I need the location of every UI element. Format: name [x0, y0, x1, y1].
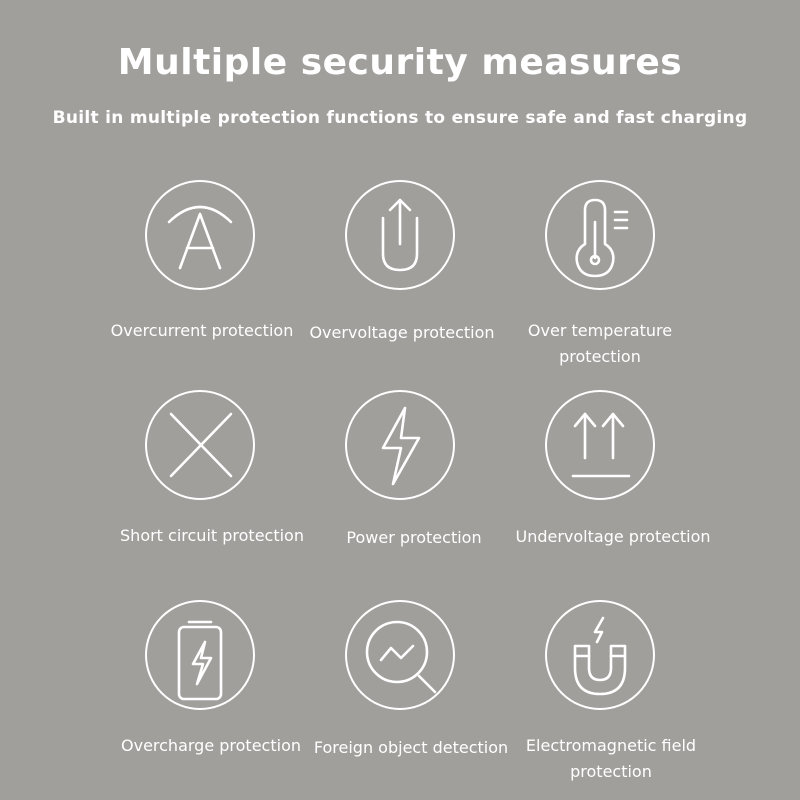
feature-label-overcurrent: Overcurrent protection — [110, 321, 294, 340]
upload-arrow-icon — [345, 180, 455, 290]
battery-charging-icon — [145, 600, 255, 710]
magnet-icon — [545, 600, 655, 710]
page-title: Multiple security measures — [117, 42, 683, 83]
feature-label-overcharge: Overcharge protection — [121, 736, 301, 755]
lightning-icon — [345, 390, 455, 500]
cross-icon — [145, 390, 255, 500]
ampere-icon — [145, 180, 255, 290]
feature-label-over-temperature: Over temperature protection — [527, 321, 673, 366]
thermometer-icon — [545, 180, 655, 290]
feature-label-undervoltage: Undervoltage protection — [515, 527, 711, 546]
magnifier-chart-icon — [345, 600, 455, 710]
page-subtitle: Built in multiple protection functions to ensure safe and fast charging — [52, 108, 748, 128]
feature-label-power: Power protection — [346, 528, 482, 547]
feature-label-foreign-object: Foreign object detection — [313, 738, 509, 757]
double-arrow-up-icon — [545, 390, 655, 500]
feature-label-short-circuit: Short circuit protection — [120, 526, 304, 545]
feature-label-overvoltage: Overvoltage protection — [309, 323, 495, 342]
feature-label-electromagnetic: Electromagnetic field protection — [525, 736, 697, 781]
